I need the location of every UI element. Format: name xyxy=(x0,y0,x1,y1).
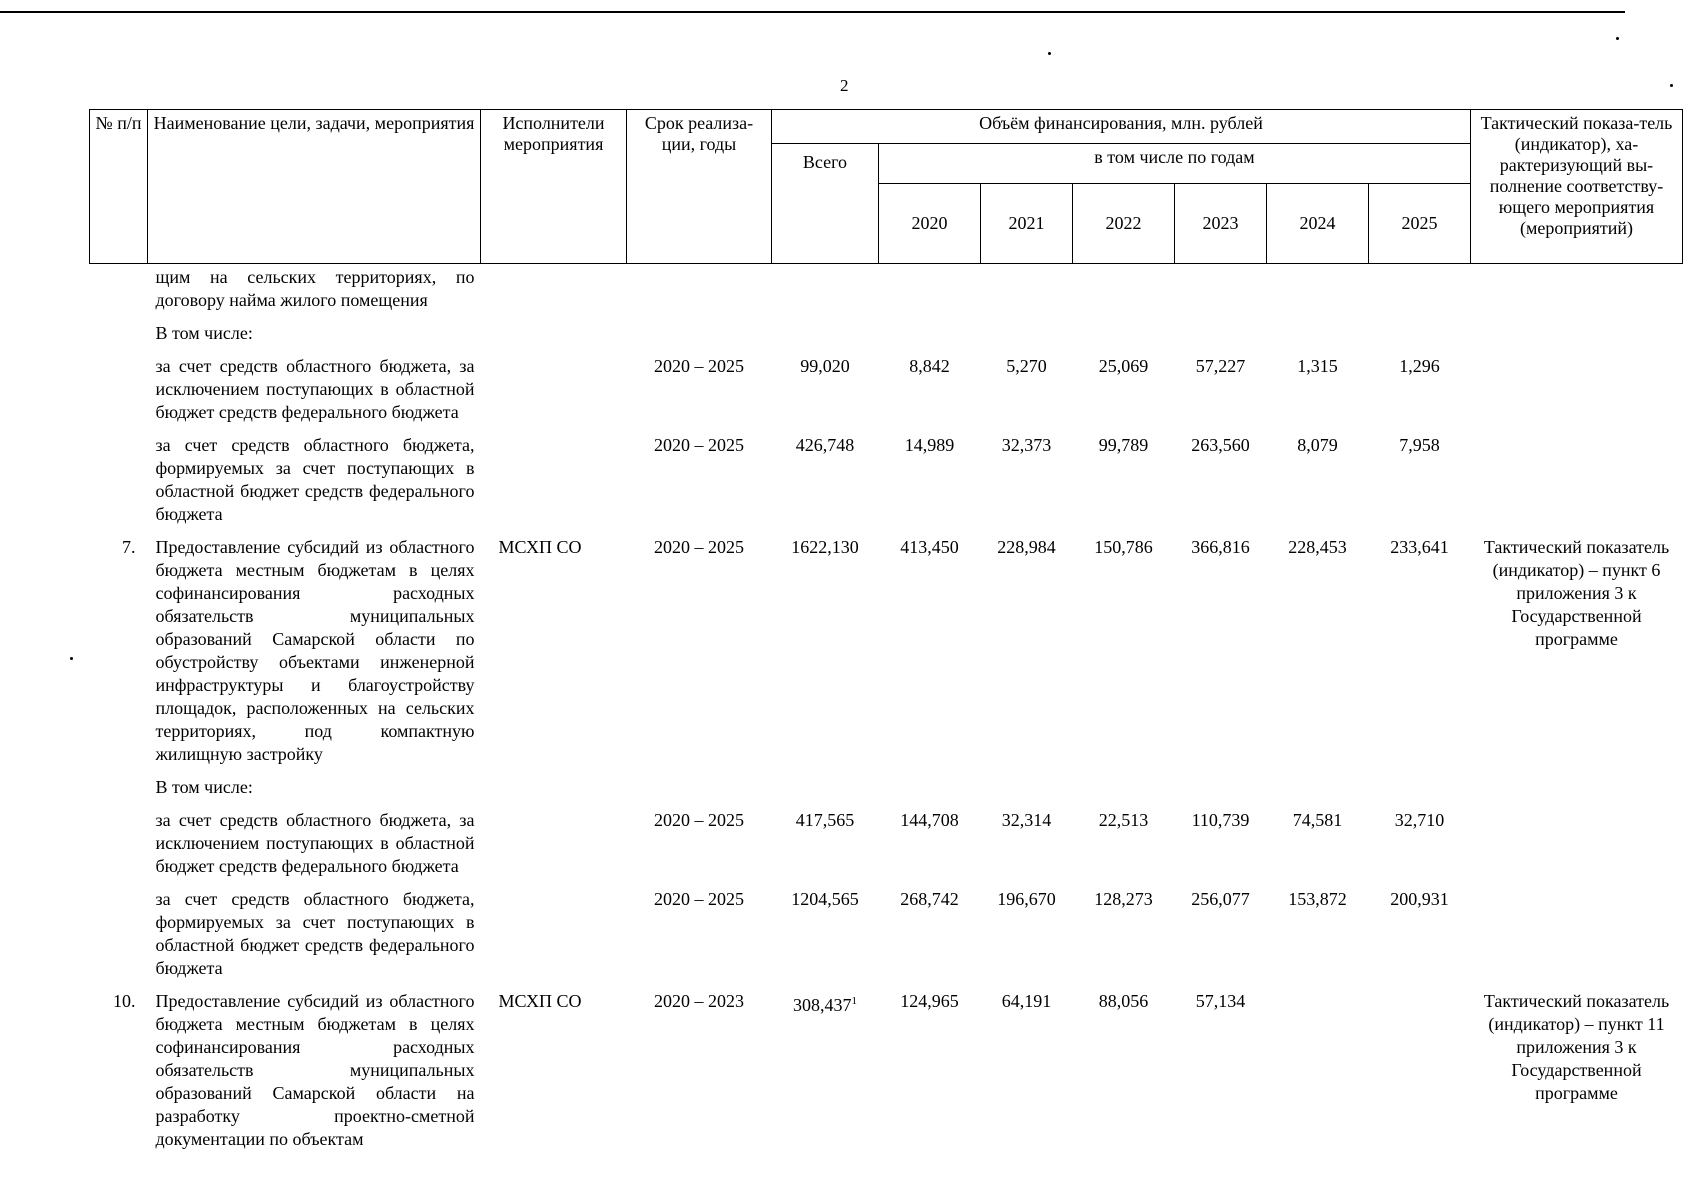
row-value-2020: 268,742 xyxy=(900,889,959,909)
row-value-2020 xyxy=(879,264,981,315)
row-value-2022: 128,273 xyxy=(1094,889,1153,909)
header-total: Всего xyxy=(772,144,879,264)
row-period: 2020 – 2023 xyxy=(654,991,744,1011)
row-value-2021: 32,373 xyxy=(1001,435,1052,455)
row-value-2022: 99,789 xyxy=(1098,435,1149,455)
row-total-value: 426,748 xyxy=(795,435,855,455)
header-num: № п/п xyxy=(90,110,148,264)
row-indicator xyxy=(1471,264,1683,315)
row-period xyxy=(627,314,772,347)
table-row xyxy=(90,528,1683,768)
table-row xyxy=(90,801,1683,880)
row-executors xyxy=(481,264,627,315)
row-value-2024 xyxy=(1267,264,1369,315)
row-indicator xyxy=(1471,768,1683,801)
row-value-2020: 8,842 xyxy=(909,356,950,376)
row-total xyxy=(772,768,879,801)
footnote-mark: 1 xyxy=(851,995,857,1007)
row-value-2023: 256,077 xyxy=(1191,889,1250,909)
row-value-2023 xyxy=(1175,264,1267,315)
row-value-2025: 233,641 xyxy=(1390,537,1449,557)
row-value-2020 xyxy=(879,768,981,801)
row-executors: МСХП СО xyxy=(498,537,582,557)
row-name: Предоставление субсидий из областного бюджета местным бюджетам в целях софинансирования расходных обязательств муниципальных образований Самарской области на разработку проектно-сметной документации по объектам xyxy=(155,991,475,1149)
row-value-2023: 263,560 xyxy=(1191,435,1250,455)
row-total xyxy=(772,880,879,982)
row-name: за счет средств областного бюджета, за исключением поступающих в областной бюджет средств федерального бюджета xyxy=(155,810,475,876)
row-value-2021: 196,670 xyxy=(997,889,1056,909)
row-name: Предоставление субсидий из областного бюджета местным бюджетам в целях софинансирования расходных обязательств муниципальных образований Самарской области по обустройству объектами инженерной инфраструктуры и благоустройству площадок, расположенных на сельских территориях, под компактную жилищную застройку xyxy=(155,537,475,764)
row-value-2022 xyxy=(1073,768,1175,801)
row-value-2025: 1,296 xyxy=(1399,356,1440,376)
row-executors xyxy=(481,880,627,982)
header-year: 2023 xyxy=(1175,184,1267,264)
row-total-value: 1204,565 xyxy=(791,889,859,909)
row-indicator xyxy=(1471,347,1683,426)
header-funding: Объём финансирования, млн. рублей xyxy=(772,110,1471,144)
row-indicator: Тактический показатель (индикатор) – пункт 11 приложения 3 к Государственной программе xyxy=(1483,991,1670,1103)
row-name: за счет средств областного бюджета, за исключением поступающих в областной бюджет средств федерального бюджета xyxy=(155,356,475,422)
row-value-2025: 200,931 xyxy=(1390,889,1449,909)
row-number xyxy=(90,426,148,528)
row-executors xyxy=(481,801,627,880)
row-executors xyxy=(481,426,627,528)
row-total xyxy=(772,347,879,426)
header-name: Наименование цели, задачи, мероприятия xyxy=(148,110,481,264)
row-number xyxy=(90,347,148,426)
row-value-2024: 8,079 xyxy=(1297,435,1338,455)
row-value-2023: 366,816 xyxy=(1191,537,1250,557)
row-value-2023: 110,739 xyxy=(1191,810,1250,830)
row-value-2023 xyxy=(1175,768,1267,801)
row-value-2020: 14,989 xyxy=(904,435,955,455)
row-value-2022 xyxy=(1073,264,1175,315)
table-row xyxy=(90,982,1683,1153)
table-row xyxy=(90,880,1683,982)
header-year: 2021 xyxy=(981,184,1073,264)
row-value-2022: 22,513 xyxy=(1098,810,1149,830)
row-value-2023: 57,227 xyxy=(1195,356,1246,376)
row-value-2025 xyxy=(1369,982,1471,1153)
row-number xyxy=(90,264,148,315)
row-value-2021 xyxy=(981,314,1073,347)
header-year: 2024 xyxy=(1267,184,1369,264)
row-value-2025 xyxy=(1369,264,1471,315)
page-number: 2 xyxy=(840,76,849,95)
row-value-2025 xyxy=(1369,314,1471,347)
row-total-value: 308,437 xyxy=(793,995,852,1015)
header-year: 2022 xyxy=(1073,184,1175,264)
row-value-2020: 413,450 xyxy=(900,537,959,557)
table-row xyxy=(90,768,1683,801)
row-total-value: 1622,130 xyxy=(791,537,859,557)
row-number xyxy=(90,768,148,801)
row-period: 2020 – 2025 xyxy=(654,356,744,376)
row-indicator xyxy=(1471,880,1683,982)
table-row xyxy=(90,426,1683,528)
row-value-2020 xyxy=(879,314,981,347)
row-number xyxy=(90,801,148,880)
row-value-2022: 88,056 xyxy=(1098,991,1149,1011)
row-indicator xyxy=(1471,426,1683,528)
scan-speck xyxy=(70,657,73,660)
row-value-2024 xyxy=(1267,982,1369,1153)
row-total xyxy=(772,264,879,315)
row-number xyxy=(90,880,148,982)
row-value-2024: 74,581 xyxy=(1292,810,1343,830)
table-row xyxy=(90,347,1683,426)
row-executors xyxy=(481,347,627,426)
table-header xyxy=(90,110,1683,264)
row-total xyxy=(772,314,879,347)
table-row xyxy=(90,314,1683,347)
row-period: 2020 – 2025 xyxy=(654,537,744,557)
scan-speck xyxy=(1616,37,1619,40)
row-number: 7. xyxy=(122,537,136,557)
row-value-2025: 32,710 xyxy=(1394,810,1445,830)
row-value-2024: 1,315 xyxy=(1297,356,1338,376)
header-period: Срок реализа-ции, годы xyxy=(627,110,772,264)
header-year: 2020 xyxy=(879,184,981,264)
row-period xyxy=(627,264,772,315)
funding-table xyxy=(89,109,1683,1153)
row-value-2021: 228,984 xyxy=(997,537,1056,557)
row-executors xyxy=(481,768,627,801)
row-total xyxy=(772,982,879,1153)
row-value-2024 xyxy=(1267,314,1369,347)
scan-speck xyxy=(1670,84,1673,87)
table-row xyxy=(90,264,1683,315)
row-indicator xyxy=(1471,314,1683,347)
row-period: 2020 – 2025 xyxy=(654,435,744,455)
row-period: 2020 – 2025 xyxy=(654,810,744,830)
row-executors xyxy=(481,314,627,347)
row-name: за счет средств областного бюджета, формируемых за счет поступающих в областной бюджет средств федерального бюджета xyxy=(155,435,475,524)
row-value-2021: 64,191 xyxy=(1001,991,1052,1011)
row-total-value: 99,020 xyxy=(800,356,850,376)
row-value-2022: 25,069 xyxy=(1098,356,1149,376)
row-name: В том числе: xyxy=(155,323,253,343)
header-executors: Исполнители мероприятия xyxy=(481,110,627,264)
row-name: за счет средств областного бюджета, формируемых за счет поступающих в областной бюджет средств федерального бюджета xyxy=(155,889,475,978)
row-value-2023 xyxy=(1175,314,1267,347)
row-value-2021: 5,270 xyxy=(1006,356,1047,376)
row-value-2020: 124,965 xyxy=(900,991,959,1011)
row-value-2021 xyxy=(981,264,1073,315)
row-number xyxy=(90,314,148,347)
row-executors: МСХП СО xyxy=(498,991,582,1011)
row-name: щим на сельских территориях, по договору найма жилого помещения xyxy=(155,267,475,310)
row-value-2025: 7,958 xyxy=(1399,435,1440,455)
row-number: 10. xyxy=(113,991,136,1011)
row-value-2021 xyxy=(981,768,1073,801)
header-by-years: в том числе по годам xyxy=(879,144,1471,184)
row-name: В том числе: xyxy=(155,777,253,797)
row-total xyxy=(772,801,879,880)
row-value-2025 xyxy=(1369,768,1471,801)
top-border-line xyxy=(0,11,1625,13)
row-total xyxy=(772,528,879,768)
row-period xyxy=(627,768,772,801)
row-value-2023: 57,134 xyxy=(1195,991,1246,1011)
row-total-value: 417,565 xyxy=(795,810,855,830)
row-value-2024: 228,453 xyxy=(1288,537,1347,557)
row-value-2020: 144,708 xyxy=(900,810,959,830)
header-indicator: Тактический показа-тель (индикатор), ха-рактеризующий вы-полнение соответству-ющего мероприятия (мероприятий) xyxy=(1471,110,1683,264)
table-body xyxy=(90,264,1683,1154)
row-value-2024: 153,872 xyxy=(1288,889,1347,909)
header-year: 2025 xyxy=(1369,184,1471,264)
row-value-2022 xyxy=(1073,314,1175,347)
scan-speck xyxy=(1048,52,1051,55)
row-value-2024 xyxy=(1267,768,1369,801)
row-indicator xyxy=(1471,801,1683,880)
row-period: 2020 – 2025 xyxy=(654,889,744,909)
row-value-2022: 150,786 xyxy=(1094,537,1153,557)
row-indicator: Тактический показатель (индикатор) – пункт 6 приложения 3 к Государственной программе xyxy=(1483,537,1670,649)
row-total xyxy=(772,426,879,528)
row-value-2021: 32,314 xyxy=(1001,810,1052,830)
